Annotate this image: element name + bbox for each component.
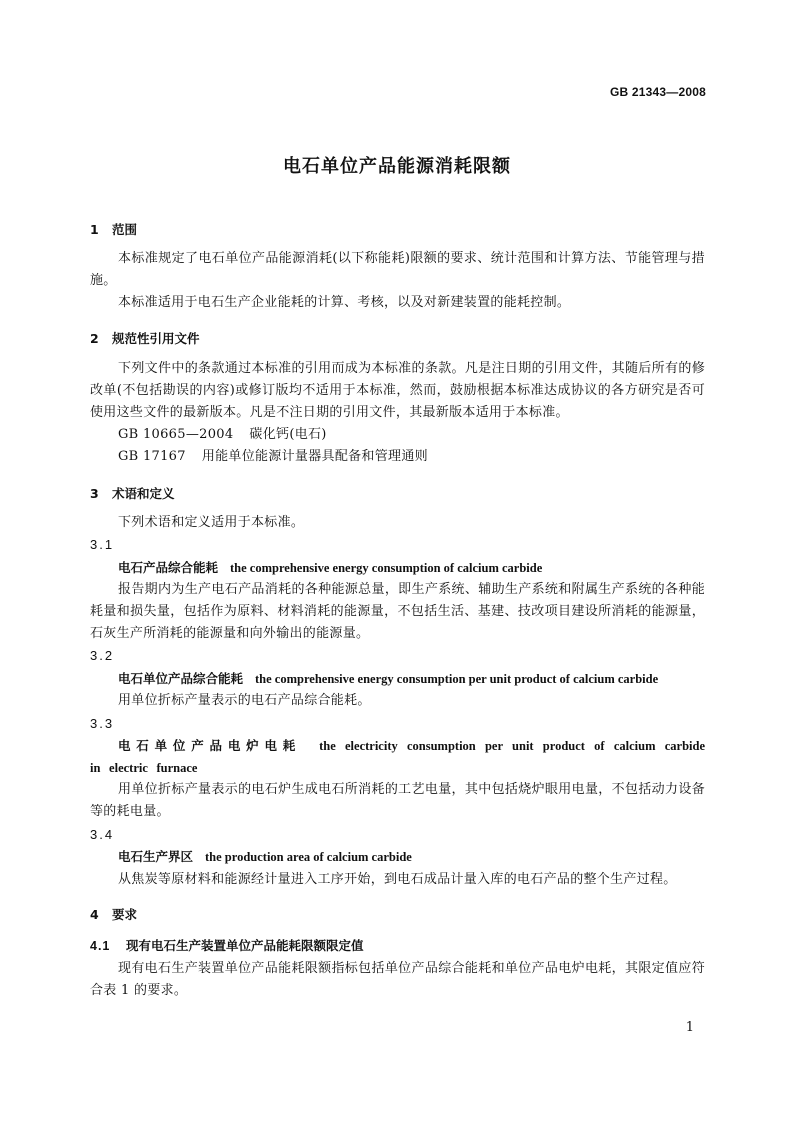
reference-code: GB 10665—2004 [118,427,234,442]
section-title: 范围 [112,222,138,237]
section-number: 1 [90,222,99,237]
reference-item [118,424,327,446]
section-title: 规范性引用文件 [112,331,200,346]
term-definition: 用单位折标产量表示的电石产品综合能耗。 [118,693,371,708]
section-1-paragraph-1: 本标准规定了电石单位产品能源消耗(以下称能耗)限额的要求、统计范围和计算方法、节能管理与措施。 [90,251,705,288]
term-cn: 电石单位产品电炉电耗 [118,738,302,753]
term-heading [90,668,705,690]
term-definition: 用单位折标产量表示的电石炉生成电石所消耗的工艺电量，其中包括烧炉眼用电量，不包括动力设备等的耗电量。 [90,782,705,819]
clause-number: 3.2 [90,648,115,663]
section-number: 4 [90,907,99,922]
term-cn: 电石单位产品综合能耗 [118,671,244,686]
section-title: 要求 [112,907,138,922]
section-1-heading [90,220,137,238]
section-3-intro: 下列术语和定义适用于本标准。 [118,515,305,530]
section-2-heading [90,329,200,347]
section-1-paragraph-2: 本标准适用于电石生产企业能耗的计算、考核，以及对新建装置的能耗控制。 [118,295,571,310]
document-title: 电石单位产品能源消耗限额 [283,156,511,177]
section-3-heading [90,484,175,502]
section-4-heading [90,905,137,923]
term-en: the electricity consumption per unit product of calcium carbide in electric furnace [90,739,705,775]
reference-title: 用能单位能源计量器具配备和管理通则 [201,449,428,464]
section-4-1-heading [90,936,364,954]
section-4-1-paragraph: 现有电石生产装置单位产品能耗限额指标包括单位产品综合能耗和单位产品电炉电耗，其限定值应符合表 1 的要求。 [90,961,705,998]
page-number: 1 [685,1020,694,1035]
reference-title: 碳化钙(电石) [249,427,327,442]
clause-number: 3.3 [90,716,115,731]
reference-item [118,446,428,468]
term-en: the comprehensive energy consumption of calcium carbide [230,561,543,575]
term-cn: 电石产品综合能耗 [118,560,219,575]
term-heading [90,735,705,779]
reference-code: GB 17167 [118,449,186,464]
term-en: the production area of calcium carbide [205,850,412,864]
term-en: the comprehensive energy consumption per unit product of calcium carbide [255,672,659,686]
term-definition: 从焦炭等原材料和能源经计量进入工序开始，到电石成品计量入库的电石产品的整个生产过程。 [118,872,677,887]
standard-code: GB 21343—2008 [610,85,706,99]
term-cn: 电石生产界区 [118,849,194,864]
section-2-paragraph: 下列文件中的条款通过本标准的引用而成为本标准的条款。凡是注日期的引用文件，其随后所有的修改单(不包括勘误的内容)或修订版均不适用于本标准，然而，鼓励根据本标准达成协议的各方研究是否可使用这些文件的最新版本。凡是不注日期的引用文件，其最新版本适用于本标准。 [90,361,705,420]
term-heading [90,557,705,579]
clause-number: 3.4 [90,827,115,842]
section-number: 2 [90,331,99,346]
clause-number: 4.1 [90,939,111,953]
term-definition: 报告期内为生产电石产品消耗的各种能源总量，即生产系统、辅助生产系统和附属生产系统的各种能耗量和损失量，包括作为原料、材料消耗的能源量，不包括生活、基建、技改项目建设所消耗的能源量，石灰生产所消耗的能源量和向外输出的能源量。 [90,582,705,641]
clause-title: 现有电石生产装置单位产品能耗限额限定值 [126,938,364,953]
term-heading [90,846,705,868]
section-number: 3 [90,486,99,501]
clause-number: 3.1 [90,537,115,552]
section-title: 术语和定义 [112,486,175,501]
